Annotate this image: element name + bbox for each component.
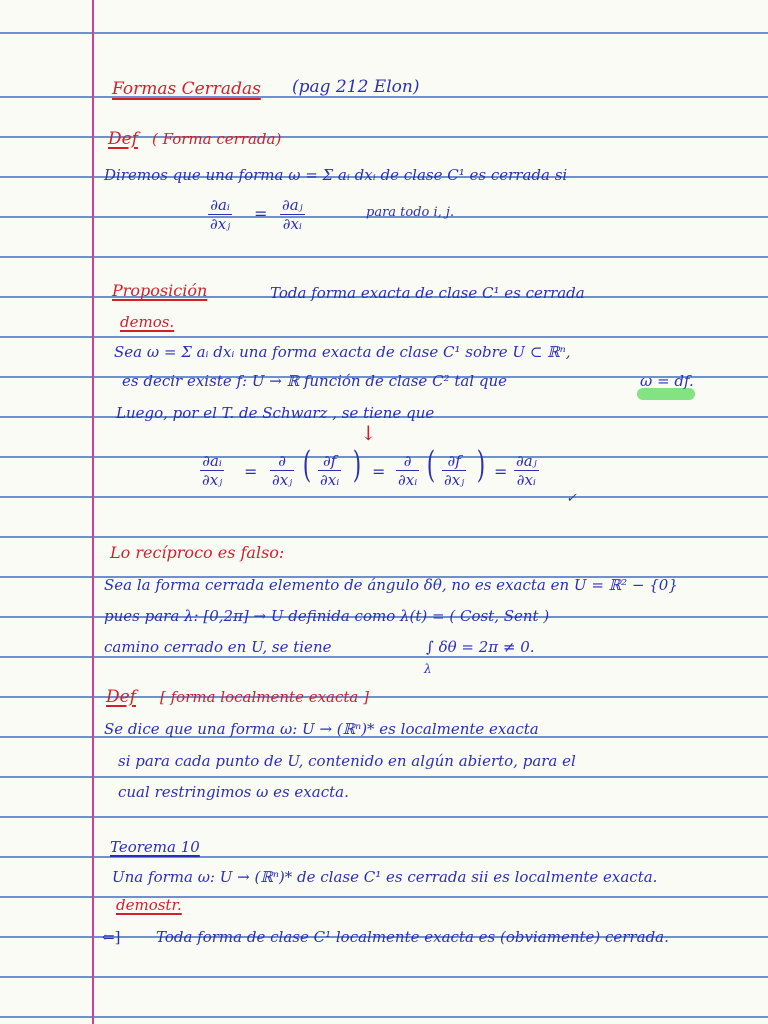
chain-fraction-3: $\frac{\partial f}{\text{∂xᵢ}}$ (320, 452, 340, 489)
def-heading: ( Forma cerrada) (152, 130, 282, 148)
reciproco-line-1: Sea la forma cerrada elemento de ángulo δθ, no es exacta en U = ℝ² − {0} (104, 576, 678, 594)
theorem-direction: ⇐] (102, 928, 121, 946)
theorem-label: Teorema 10 (110, 838, 200, 856)
chain-equals-2: = (372, 462, 386, 481)
proposition-label: Proposición (112, 281, 208, 300)
def-condition: para todo i, j. (366, 205, 455, 220)
fraction-daj-dxi: $\frac{\text{∂aⱼ}}{\text{∂xᵢ}}$ (282, 196, 303, 233)
reciproco-integral-sub: λ (424, 662, 432, 676)
chain-equals-1: = (244, 462, 258, 481)
page-title: Formas Cerradas (112, 79, 261, 99)
def2-line-2: si para cada punto de U, contenido en algún abierto, para el (118, 752, 576, 770)
title-note: (pag 212 Elon) (292, 77, 420, 97)
chain-equals-3: = (494, 462, 508, 481)
demo-label: demos. (120, 313, 175, 331)
def2-heading: [ forma localmente exacta ] (160, 688, 369, 706)
reciproco-line-3: camino cerrado en U, se tiene (104, 638, 332, 656)
check-mark: ✓ (566, 491, 577, 506)
prop-line-3: Luego, por el T. de Schwarz , se tiene que (116, 404, 435, 422)
chain-fraction-5: $\frac{\partial f}{\text{∂xⱼ}}$ (444, 452, 465, 489)
reciproco-line-2: pues para λ: [0,2π] → U definida como λ(t) = ( Cost, Sent ) (104, 607, 550, 625)
def-line-1: Diremos que una forma ω = Σ aᵢ dxᵢ de clase C¹ es cerrada si (104, 166, 568, 184)
prop-line-2: es decir existe f: U → ℝ función de clase C² tal que (122, 372, 508, 390)
paren-close-1: ) (352, 445, 362, 486)
def-label: Def (108, 129, 138, 149)
chain-fraction-2: ∂ ∂xⱼ (272, 452, 293, 489)
chain-fraction-4: ∂ ∂xᵢ (398, 452, 418, 489)
reciproco-heading: Lo recíproco es falso: (110, 543, 285, 562)
reciproco-integral: ∫ δθ = 2π ≠ 0. (426, 638, 535, 656)
paren-open-2: ( (426, 445, 436, 486)
chain-fraction-1: $\frac{\text{∂aᵢ}}{\text{∂xⱼ}}$ (202, 452, 223, 489)
arrow-down: ↓ (360, 421, 377, 445)
def2-label: Def (106, 687, 136, 707)
def2-line-1: Se dice que una forma ω: U → (ℝⁿ)* es localmente exacta (104, 720, 539, 738)
equals-sign: = (254, 204, 268, 223)
def2-line-3: cual restringimos ω es exacta. (118, 783, 349, 801)
chain-fraction-6: $\frac{\text{∂aⱼ}}{\text{∂xᵢ}}$ (516, 452, 537, 489)
paren-open-1: ( (302, 445, 312, 486)
theorem-line-2: Toda forma de clase C¹ localmente exacta es (obviamente) cerrada. (156, 928, 669, 946)
paren-close-2: ) (476, 445, 486, 486)
theorem-line-1: Una forma ω: U → (ℝⁿ)* de clase C¹ es cerrada sii es localmente exacta. (112, 868, 658, 886)
theorem-demo-label: demostr. (116, 896, 182, 914)
fraction-dai-dxj: $\frac{\text{∂aᵢ}}{\text{∂xⱼ}}$ (210, 196, 231, 233)
prop-line-1: Sea ω = Σ aᵢ dxᵢ una forma exacta de clase C¹ sobre U ⊂ ℝⁿ, (114, 343, 571, 361)
proposition-statement: Toda forma exacta de clase C¹ es cerrada (270, 284, 585, 302)
prop-line-2-df: ω = df. (640, 372, 694, 390)
margin-line (92, 0, 94, 1024)
